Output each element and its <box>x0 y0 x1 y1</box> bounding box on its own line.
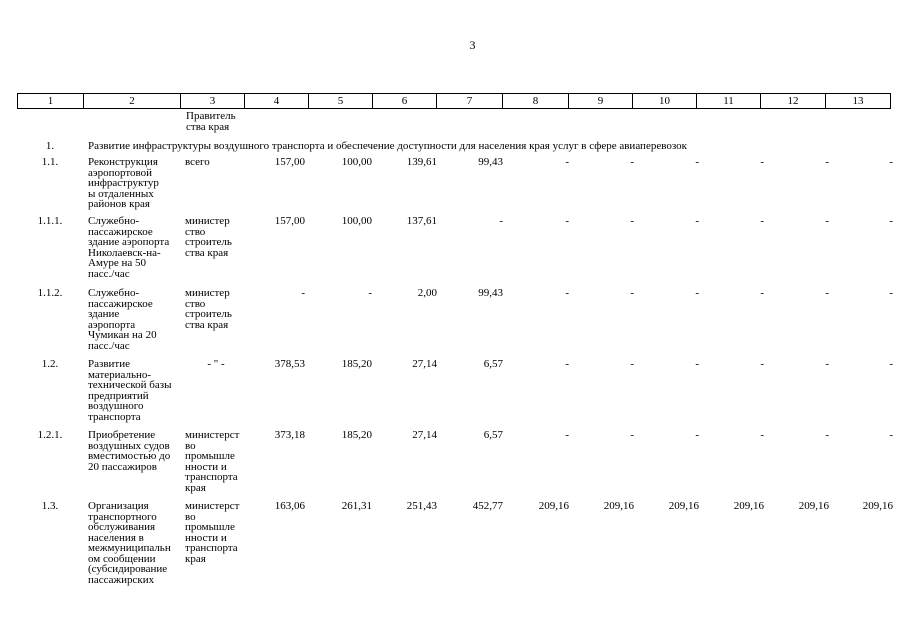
header-col-12: 12 <box>761 94 826 109</box>
row-executor: министерст во промышле нности и транспорта края <box>185 500 240 565</box>
row-value: - <box>889 215 893 227</box>
section-number: 1. <box>45 140 55 152</box>
row-value: 209,16 <box>862 500 893 512</box>
row-value: - <box>695 429 699 441</box>
row-value: 157,00 <box>274 156 305 168</box>
row-value: - <box>630 429 634 441</box>
row-value: 251,43 <box>406 500 437 512</box>
header-col-9: 9 <box>569 94 633 109</box>
row-value: 185,20 <box>341 358 372 370</box>
header-col-5: 5 <box>309 94 373 109</box>
row-value: - <box>760 215 764 227</box>
row-value: - <box>695 358 699 370</box>
row-executor: министер ство строитель ства края <box>185 215 232 259</box>
row-executor: всего <box>185 156 210 168</box>
row-value: 209,16 <box>668 500 699 512</box>
row-value: 185,20 <box>341 429 372 441</box>
row-number: 1.1.1. <box>37 215 63 227</box>
row-value: 2,00 <box>417 287 437 299</box>
row-value: - <box>301 287 305 299</box>
header-col-4: 4 <box>245 94 309 109</box>
row-name: Служебно- пассажирское здание аэропорта Николаевск-на- Амуре на 50 пасс./час <box>88 215 170 280</box>
row-value: 6,57 <box>483 358 503 370</box>
row-number: 1.2.1. <box>37 429 63 441</box>
row-value: - <box>760 358 764 370</box>
row-value: 6,57 <box>483 429 503 441</box>
row-value: 139,61 <box>406 156 437 168</box>
row-value: - <box>630 287 634 299</box>
header-col-8: 8 <box>503 94 569 109</box>
row-value: - <box>889 429 893 441</box>
row-value: - <box>565 429 569 441</box>
row-value: - <box>695 287 699 299</box>
header-col-3: 3 <box>181 94 245 109</box>
row-value: - <box>499 215 503 227</box>
row-value: - <box>825 287 829 299</box>
row-value: 378,53 <box>274 358 305 370</box>
row-value: - <box>825 156 829 168</box>
row-number: 1.1.2. <box>37 287 63 299</box>
column-header-row <box>17 93 891 109</box>
row-value: - <box>760 429 764 441</box>
row-executor: - " - <box>207 358 225 370</box>
row-value: 373,18 <box>274 429 305 441</box>
row-value: - <box>565 156 569 168</box>
row-number: 1.1. <box>41 156 59 168</box>
row-value: - <box>630 358 634 370</box>
row-value: - <box>695 215 699 227</box>
row-name: Служебно- пассажирское здание аэропорта Чумикан на 20 пасс./час <box>88 287 157 352</box>
row-value: 100,00 <box>341 156 372 168</box>
row-value: - <box>565 287 569 299</box>
row-value: 27,14 <box>412 358 437 370</box>
row-value: - <box>889 156 893 168</box>
page-number: 3 <box>469 38 476 52</box>
row-number: 1.3. <box>41 500 59 512</box>
row-executor: министер ство строитель ства края <box>185 287 232 331</box>
row-value: - <box>695 156 699 168</box>
row-value: 209,16 <box>538 500 569 512</box>
header-col-2: 2 <box>84 94 181 109</box>
header-col-11: 11 <box>697 94 761 109</box>
row-value: - <box>889 287 893 299</box>
row-value: - <box>760 156 764 168</box>
header-col-13: 13 <box>826 94 891 109</box>
row-number: 1.2. <box>41 358 59 370</box>
row-value: 209,16 <box>733 500 764 512</box>
row-executor: министерст во промышле нности и транспорта края <box>185 429 240 494</box>
header-col-6: 6 <box>373 94 437 109</box>
row-name: Приобретение воздушных судов вместимостью до 20 пассажиров <box>88 429 171 473</box>
section-title: Развитие инфраструктуры воздушного транспорта и обеспечение доступности для населения края услуг в сфере авиаперевозок <box>88 140 687 152</box>
row-value: - <box>825 429 829 441</box>
row-value: 27,14 <box>412 429 437 441</box>
carried-executor-text: Правитель ства края <box>186 110 236 133</box>
row-name: Реконструкция аэропортовой инфраструктур ы отдаленных районов края <box>88 156 159 210</box>
row-value: 99,43 <box>478 287 503 299</box>
row-value: 137,61 <box>406 215 437 227</box>
row-value: 209,16 <box>798 500 829 512</box>
row-value: - <box>565 358 569 370</box>
row-value: - <box>565 215 569 227</box>
row-value: - <box>630 156 634 168</box>
row-value: 163,06 <box>274 500 305 512</box>
row-value: - <box>368 287 372 299</box>
row-value: - <box>630 215 634 227</box>
row-value: 209,16 <box>603 500 634 512</box>
header-col-7: 7 <box>437 94 503 109</box>
row-name: Развитие материально- технической базы предприятий воздушного транспорта <box>88 358 172 423</box>
header-col-10: 10 <box>633 94 697 109</box>
row-value: 99,43 <box>478 156 503 168</box>
row-value: 157,00 <box>274 215 305 227</box>
row-value: 100,00 <box>341 215 372 227</box>
header-col-1: 1 <box>18 94 84 109</box>
row-value: 261,31 <box>341 500 372 512</box>
row-name: Организация транспортного обслуживания населения в межмуниципальн ом сообщении (субсидирование пассажирских <box>88 500 171 586</box>
row-value: 452,77 <box>472 500 503 512</box>
row-value: - <box>889 358 893 370</box>
row-value: - <box>825 215 829 227</box>
row-value: - <box>760 287 764 299</box>
row-value: - <box>825 358 829 370</box>
